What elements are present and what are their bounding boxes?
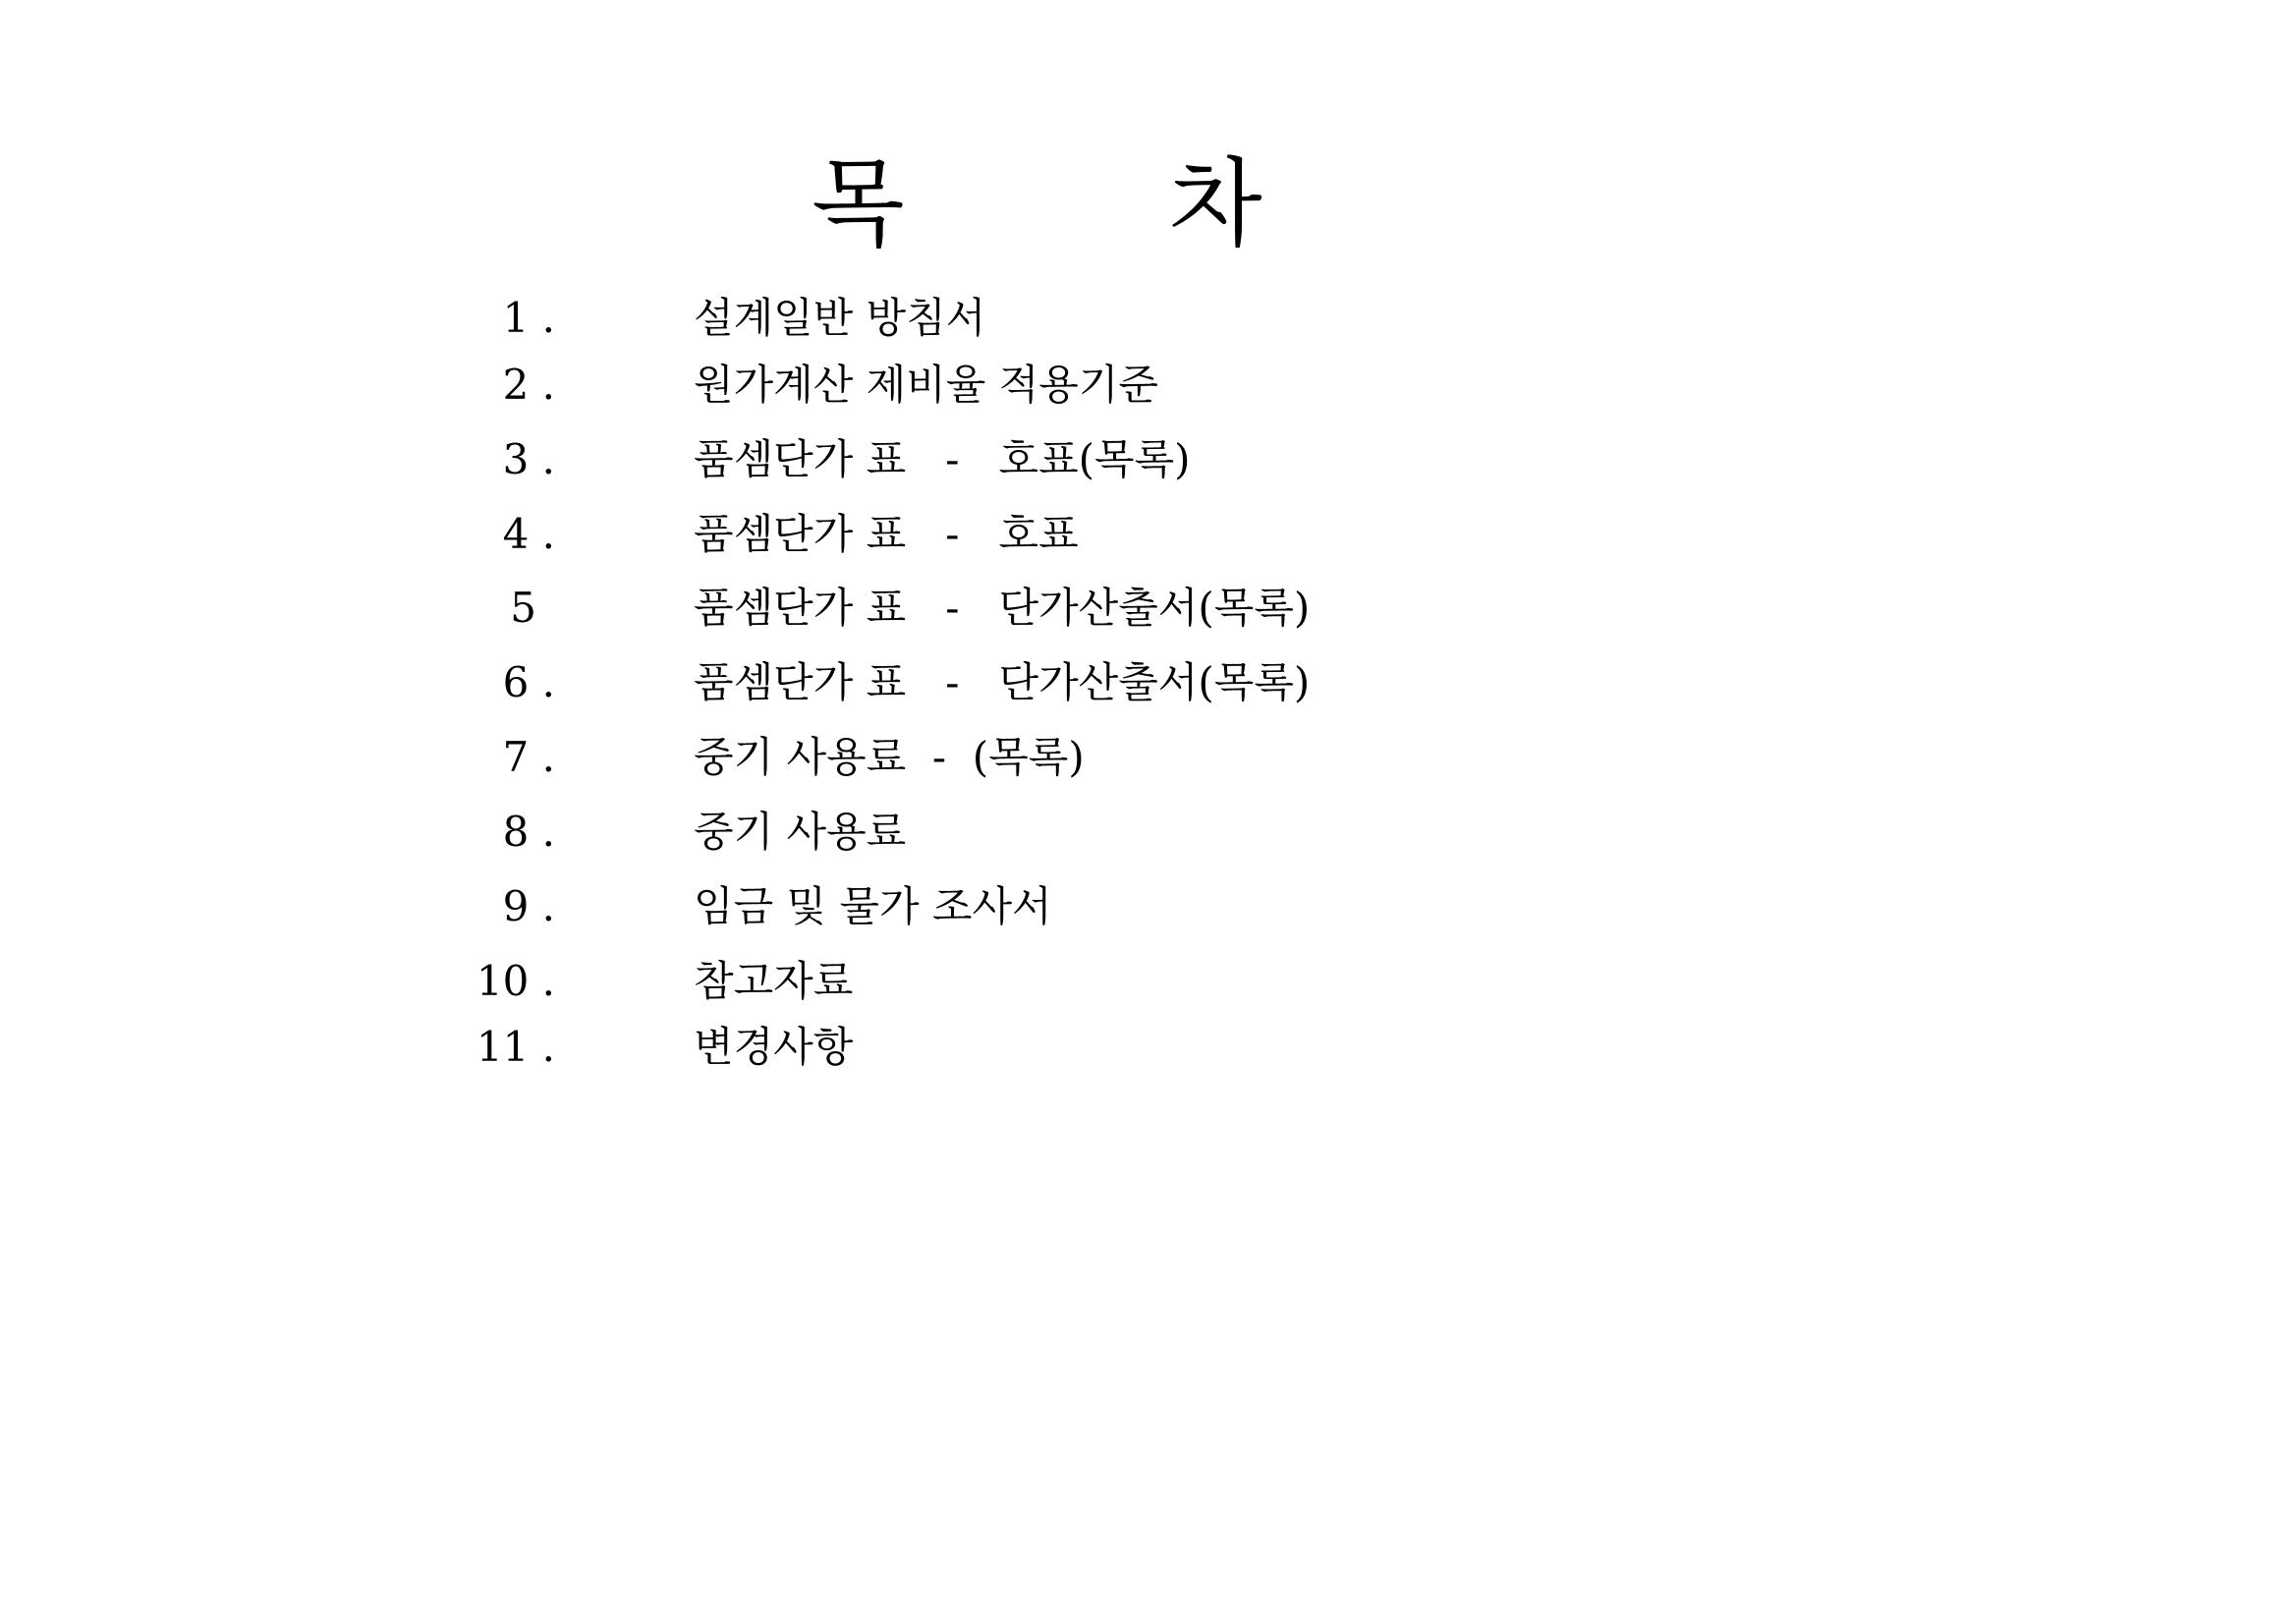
toc-entry-title: 원가계산 제비율 적용기준	[694, 361, 1158, 409]
toc-entry-title: 참고자료	[694, 957, 854, 1005]
toc-entry-title: 품셈단가 표 - 단가산출서(목록)	[694, 658, 1311, 706]
toc-entry-9	[0, 877, 2296, 936]
toc-entry-number: 11 .	[476, 1023, 555, 1071]
toc-entry-title: 임금 및 물가 조사서	[694, 882, 1052, 930]
toc-entry-title: 품셈단가 표 - 호표(목록)	[694, 435, 1191, 483]
toc-entry-number: 6 .	[502, 658, 555, 706]
toc-entry-title: 중기 사용료 - (목록)	[694, 733, 1085, 781]
toc-entry-number: 4 .	[502, 510, 555, 558]
toc-entry-6	[0, 653, 2296, 712]
toc-entry-title: 설계일반 방침서	[694, 294, 986, 342]
page-title-first-char: 목	[812, 148, 905, 260]
toc-entry-title: 품셈단가 표 - 단가산출서(목록)	[694, 584, 1311, 632]
toc-entry-number: 10 .	[476, 957, 555, 1005]
toc-entry-number: 9 .	[502, 882, 555, 930]
toc-entry-number: 3 .	[502, 435, 555, 483]
page-title-second-char: 차	[1169, 148, 1262, 260]
toc-entry-10	[0, 952, 2296, 1011]
toc-entry-11	[0, 1018, 2296, 1077]
toc-entry-3	[0, 430, 2296, 489]
toc-entry-4	[0, 505, 2296, 564]
toc-entry-2	[0, 356, 2296, 415]
toc-entry-title: 중기 사용료	[694, 808, 907, 856]
toc-entry-number: 1 .	[502, 294, 555, 342]
toc-entry-7	[0, 728, 2296, 787]
toc-entry-5	[0, 579, 2296, 638]
toc-entry-8	[0, 803, 2296, 862]
toc-entry-number: 8 .	[502, 808, 555, 856]
toc-entry-number: 7 .	[502, 733, 555, 781]
toc-entry-number: 5	[510, 584, 536, 632]
toc-entry-title: 품셈단가 표 - 호표	[694, 510, 1079, 558]
toc-entry-title: 변경사항	[694, 1023, 854, 1071]
toc-entry-1	[0, 289, 2296, 348]
toc-entry-number: 2 .	[502, 361, 555, 409]
